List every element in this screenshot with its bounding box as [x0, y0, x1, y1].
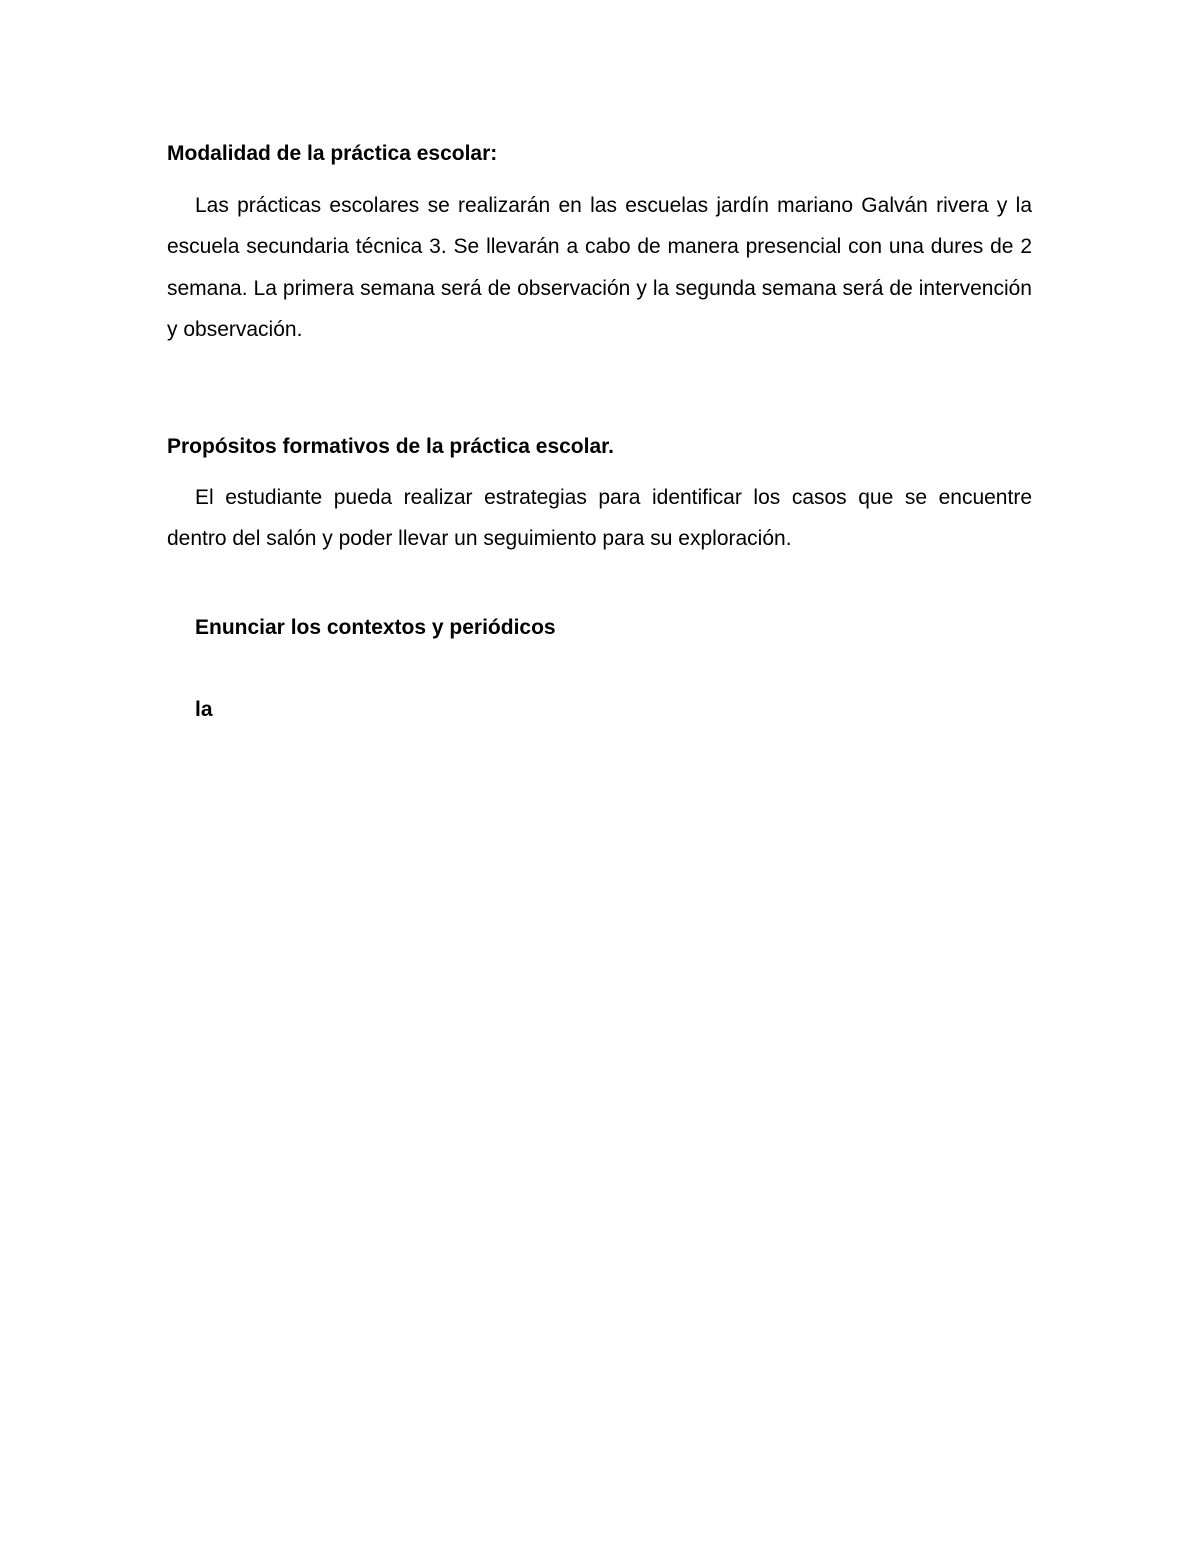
section-paragraph-propositos: El estudiante pueda realizar estrategias para identificar los casos que se encuentre dentro del salón y poder llevar un seguimiento para su exploración.: [167, 486, 1032, 551]
document-content: [167, 139, 1032, 725]
section-heading-contextos: Enunciar los contextos y periódicos: [195, 615, 556, 639]
section-paragraph-modalidad: Las prácticas escolares se realizarán en las escuelas jardín mariano Galván rivera y la escuela secundaria técnica 3. Se llevarán a cabo de manera presencial con una dures de 2 semana. La primera semana será de observación y la segunda semana será de intervención y observación.: [167, 194, 1032, 341]
section-heading-propositos: Propósitos formativos de la práctica escolar.: [167, 435, 614, 459]
section-heading-modalidad: Modalidad de la práctica escolar:: [167, 142, 498, 165]
section-heading-fragment: la: [195, 697, 213, 721]
